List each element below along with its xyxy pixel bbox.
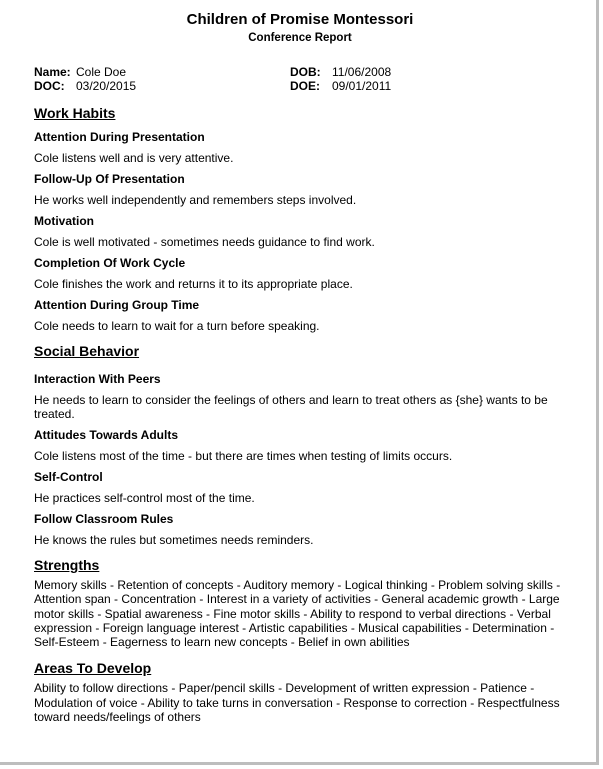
item-text: He works well independently and remembers steps involved. [34,193,357,207]
item-title: Self-Control [34,470,103,484]
strengths-list: Memory skills - Retention of concepts - Auditory memory - Logical thinking - Problem solving skills - Attention span - Concentration - Interest in a variety of activities - General academic growth - Large motor skills - Spatial awareness - Fine motor skills - Ability to respond to verbal directions - Verbal expression - Foreign language interest - Artistic capabilities - Musical capabilities - Determination - Self-Esteem - Eagerness to learn new concepts - Belief in own abilities [34,578,561,650]
report-content [34,104,569,734]
doc-value: 03/20/2015 [76,79,137,93]
dob-value: 11/06/2008 [332,65,392,79]
item-text: He needs to learn to consider the feelings of others and learn to treat others as {she} wants to be treated. [34,393,548,421]
dob-label: DOB: [290,65,321,79]
report-subtitle: Conference Report [248,32,352,44]
name-label: Name: [34,65,71,79]
item-title: Follow Classroom Rules [34,512,174,526]
section-heading: Social Behavior [34,343,140,359]
section-work-habits [34,104,569,333]
doe-label: DOE: [290,79,320,93]
item-title: Interaction With Peers [34,372,161,386]
student-info-right [290,65,391,93]
student-info-left [34,65,136,93]
section-areas-to-develop [34,659,569,724]
section-heading: Work Habits [34,105,116,121]
report-title: Children of Promise Montessori [186,11,414,28]
item-text: Cole finishes the work and returns it to its appropriate place. [34,277,353,291]
item-title: Follow-Up Of Presentation [34,172,185,186]
item-title: Attitudes Towards Adults [34,428,178,442]
section-strengths [34,556,569,649]
doe-value: 09/01/2011 [332,79,392,93]
item-title: Attention During Group Time [34,298,200,312]
section-social-behavior [34,342,569,547]
section-heading: Areas To Develop [34,660,152,677]
areas-list: Ability to follow directions - Paper/pencil skills - Development of written expression - Patience - Modulation of voice - Ability to take turns in conversation - Response to correction - Respectfulness toward needs/feelings of others [34,681,560,725]
name-value: Cole Doe [76,65,127,79]
item-text: Cole needs to learn to wait for a turn before speaking. [34,319,320,333]
item-text: He practices self-control most of the time. [34,491,255,505]
item-text: Cole is well motivated - sometimes needs guidance to find work. [34,235,375,249]
item-text: Cole listens well and is very attentive. [34,151,234,165]
item-text: Cole listens most of the time - but there are times when testing of limits occurs. [34,449,453,463]
item-title: Motivation [34,214,94,228]
item-title: Completion Of Work Cycle [34,256,186,270]
section-heading: Strengths [34,557,100,573]
item-title: Attention During Presentation [34,130,205,144]
item-text: He knows the rules but sometimes needs reminders. [34,533,314,547]
doc-label: DOC: [34,79,65,93]
